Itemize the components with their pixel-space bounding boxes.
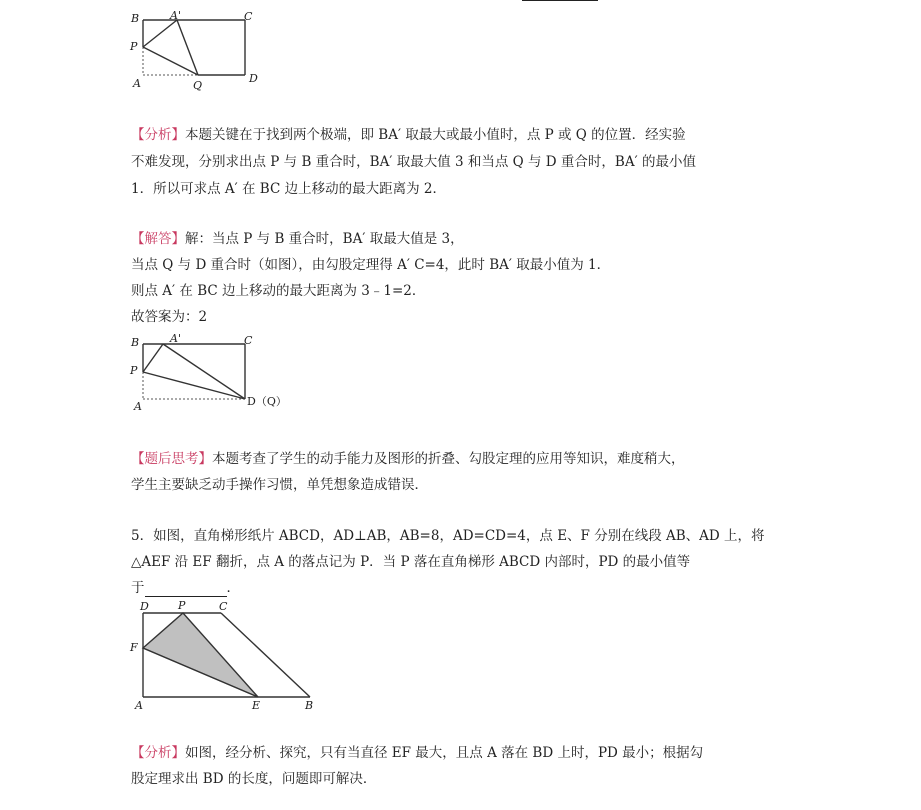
fig3-label-D: D	[140, 600, 149, 613]
fig2-label-A-prime: A'	[170, 332, 181, 345]
fig1-label-B: B	[131, 12, 140, 25]
fig1-label-A-prime: A'	[170, 9, 181, 22]
fig1-label-D: D	[249, 72, 258, 85]
fig3-label-A: A	[135, 699, 143, 712]
analysis-1-line-2: 不难发现，分别求出点 P 与 B 重合时，BA′ 取最大值 3 和当点 Q 与 D 重合时，BA′ 的最小值	[131, 154, 696, 170]
solution-tag: 【解答】	[131, 231, 185, 247]
reflection-line-1: 【题后思考】本题考查了学生的动手能力及图形的折叠、勾股定理的应用等知识，难度稍大，	[131, 451, 685, 467]
fig2-label-P: P	[130, 364, 138, 377]
problem-5-line-1: 5．如图，直角梯形纸片 ABCD，AD⊥AB，AB=8，AD=CD=4，点 E、F 分别在线段 AB、AD 上，将	[131, 528, 765, 544]
fig2-label-C: C	[244, 334, 253, 347]
fig3-label-C: C	[219, 600, 228, 613]
fig1-label-A: A	[133, 77, 141, 90]
solution-line-3: 则点 A′ 在 BC 边上移动的最大距离为 3﹣1=2．	[131, 283, 426, 299]
reflection-line-2: 学生主要缺乏动手操作习惯，单凭想象造成错误．	[131, 477, 428, 493]
analysis-2-line-1: 【分析】如图，经分析、探究，只有当直径 EF 最大，且点 A 落在 BD 上时，PD 最小；根据勾	[131, 745, 704, 761]
fig2-label-B: B	[131, 336, 140, 349]
solution-line-4: 故答案为：2	[131, 309, 208, 325]
fig3-label-B: B	[305, 699, 314, 712]
problem-5-line-2: △AEF 沿 EF 翻折，点 A 的落点记为 P．当 P 落在直角梯形 ABCD 内部时，PD 的最小值等	[131, 554, 691, 570]
analysis-1-line-1: 【分析】本题关键在于找到两个极端，即 BA′ 取最大或最小值时，点 P 或 Q 的位置．经实验	[131, 127, 686, 143]
reflection-tag: 【题后思考】	[131, 451, 212, 467]
fig1-label-C: C	[244, 10, 253, 23]
fig3-label-P: P	[178, 599, 186, 612]
analysis-2-tag: 【分析】	[131, 745, 185, 761]
analysis-tag: 【分析】	[131, 127, 185, 143]
fig1-label-P: P	[130, 40, 138, 53]
problem-5-line-3: 于 ．	[131, 580, 240, 596]
solution-line-1: 【解答】解：当点 P 与 B 重合时，BA′ 取最大值是 3，	[131, 231, 464, 247]
solution-line-2: 当点 Q 与 D 重合时（如图），由勾股定理得 A′ C=4，此时 BA′ 取最小值为 1．	[131, 257, 611, 273]
fig1-label-Q: Q	[193, 79, 203, 92]
analysis-1-line-3: 1．所以可求点 A′ 在 BC 边上移动的最大距离为 2．	[131, 181, 446, 197]
fig3-label-E: E	[252, 699, 261, 712]
fig3-label-F: F	[130, 641, 138, 654]
analysis-2-line-2: 股定理求出 BD 的长度，问题即可解决．	[131, 771, 377, 787]
fig2-label-D-Q: D（Q）	[247, 395, 287, 408]
fig2-label-A: A	[134, 400, 142, 413]
